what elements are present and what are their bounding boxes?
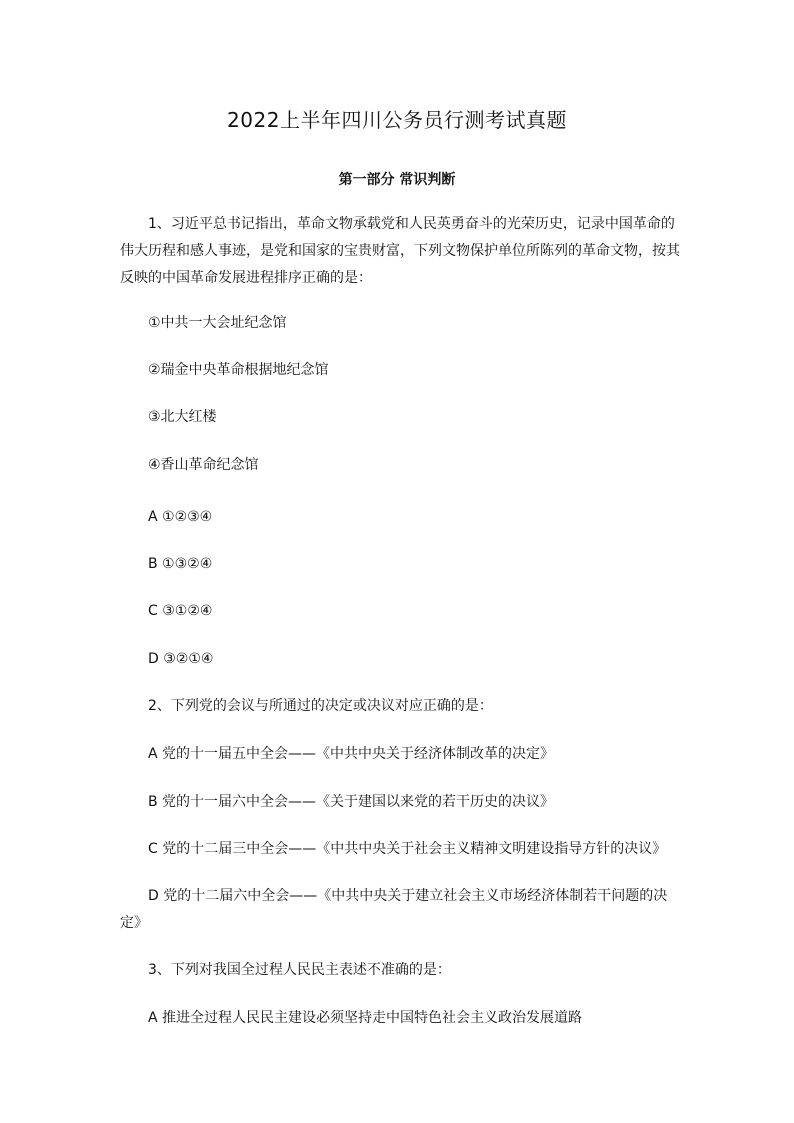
question-2-option-b: B 党的十一届六中全会——《关于建国以来党的若干历史的决议》 <box>148 794 555 810</box>
question-1-option-c: C ③①②④ <box>148 603 213 619</box>
question-1-item-4: ④香山革命纪念馆 <box>148 457 259 473</box>
question-1-stem: 1、习近平总书记指出，革命文物承载党和人民英勇奋斗的光荣历史，记录中国革命的伟大历程和感人事迹，是党和国家的宝贵财富，下列文物保护单位所陈列的革命文物，按其反映的中国革命发展进程排序正确的是： <box>120 216 680 286</box>
document-title: 2022上半年四川公务员行测考试真题 <box>227 108 567 132</box>
question-1-option-a: A ①②③④ <box>148 509 213 525</box>
question-3-stem: 3、下列对我国全过程人民民主表述不准确的是： <box>148 962 451 978</box>
question-2-option-c: C 党的十二届三中全会——《中共中央关于社会主义精神文明建设指导方针的决议》 <box>148 841 667 857</box>
question-1-option-b: B ①③②④ <box>148 556 213 572</box>
question-2-stem: 2、下列党的会议与所通过的决定或决议对应正确的是： <box>148 698 493 714</box>
section-heading: 第一部分 常识判断 <box>338 172 456 188</box>
question-3-option-a: A 推进全过程人民民主建设必须坚持走中国特色社会主义政治发展道路 <box>148 1010 583 1026</box>
question-2-option-a: A 党的十一届五中全会——《中共中央关于经济体制改革的决定》 <box>148 746 555 762</box>
question-1-item-3: ③北大红楼 <box>148 409 217 425</box>
question-1-item-2: ②瑞金中央革命根据地纪念馆 <box>148 362 329 378</box>
question-1-option-d: D ③②①④ <box>148 651 214 667</box>
question-2-option-d: D 党的十二届六中全会——《中共中央关于建立社会主义市场经济体制若干问题的决定》 <box>120 888 668 931</box>
question-1-item-1: ①中共一大会址纪念馆 <box>148 315 287 331</box>
